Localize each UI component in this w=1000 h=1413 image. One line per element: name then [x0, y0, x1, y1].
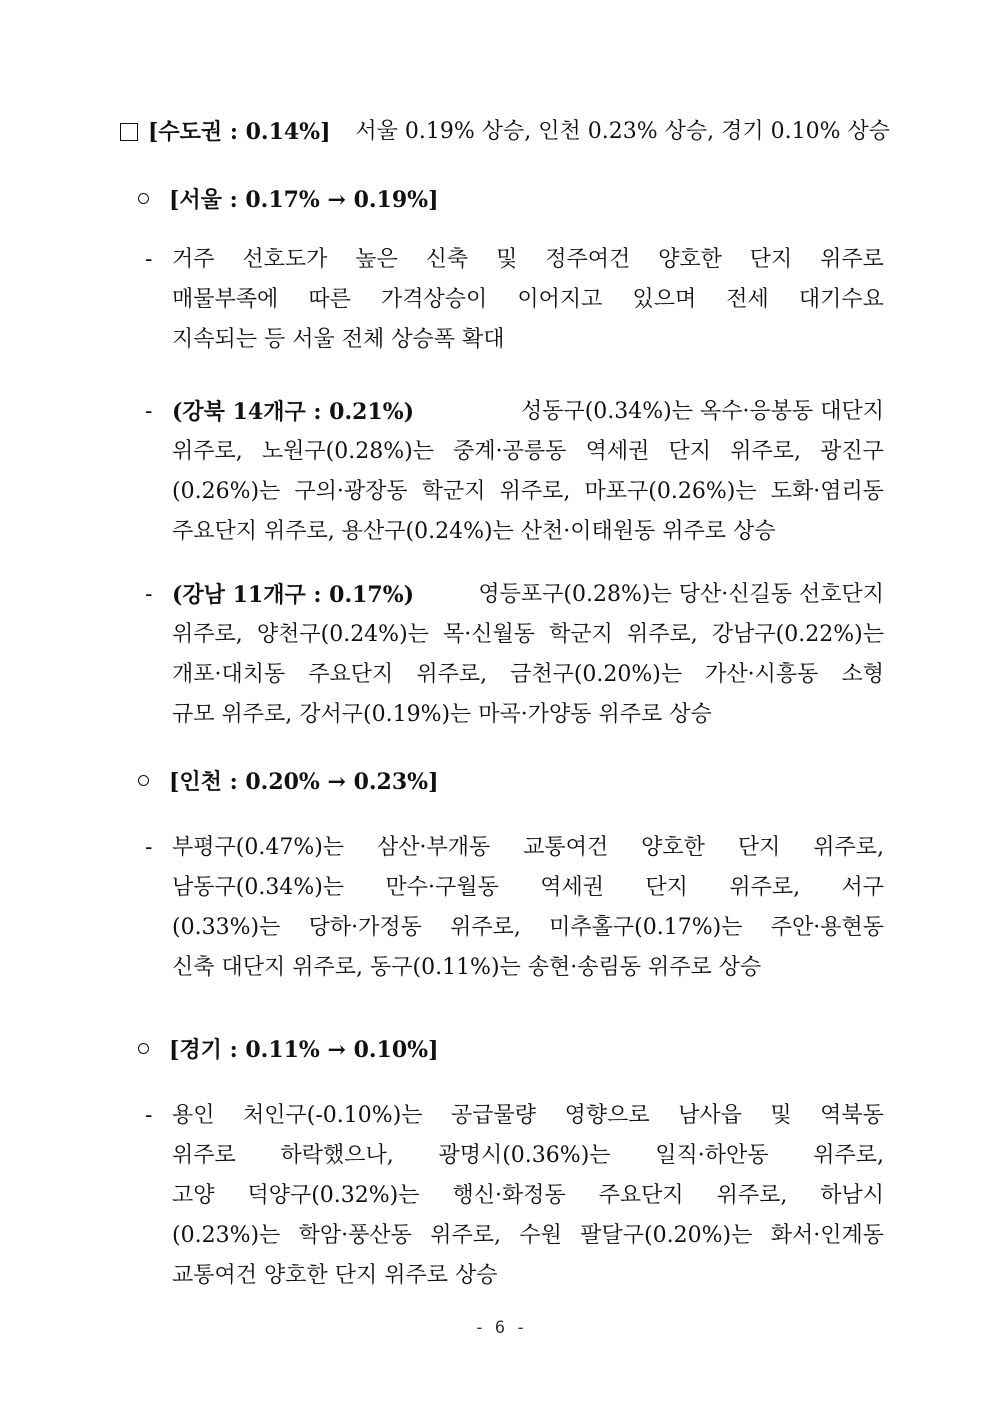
seoul-paragraph-2 — [172, 392, 884, 552]
gyeonggi-paragraph — [172, 1096, 884, 1296]
gyeonggi-heading: [경기 : 0.11% → 0.10%] — [169, 1037, 439, 1063]
dash-bullet: - — [145, 399, 153, 424]
text-line: 지속되는 등 서울 전체 상승폭 확대 — [172, 327, 505, 352]
text-line: 고양 덕양구(0.32%)는 행신·화정동 주요단지 위주로, 하남시 — [172, 1183, 884, 1208]
seoul-paragraph-3 — [172, 575, 884, 735]
bullet-circle-icon — [138, 193, 149, 204]
bullet-circle-icon — [138, 775, 149, 786]
incheon-heading: [인천 : 0.20% → 0.23%] — [169, 769, 439, 795]
text-line: 위주로, 양천구(0.24%)는 목·신월동 학군지 위주로, 강남구(0.22%)는 — [172, 622, 884, 647]
text-line: 교통여건 양호한 단지 위주로 상승 — [172, 1263, 498, 1288]
gangbuk-label: (강북 14개구 : 0.21%) — [172, 399, 415, 425]
text-line: (0.23%)는 학암·풍산동 위주로, 수원 팔달구(0.20%)는 화서·인계동 — [172, 1223, 884, 1248]
text-line: (0.33%)는 당하·가정동 위주로, 미추홀구(0.17%)는 주안·용현동 — [172, 915, 884, 940]
dash-bullet: - — [145, 1103, 153, 1128]
gangnam-label: (강남 11개구 : 0.17%) — [172, 582, 415, 608]
checkbox-square-icon — [120, 123, 138, 141]
page-number: - 6 - — [474, 1318, 526, 1338]
text-line: 성동구(0.34%)는 옥수·응봉동 대단지 — [520, 399, 884, 424]
dash-bullet: - — [145, 247, 153, 272]
dash-bullet: - — [145, 835, 153, 860]
summary-text: 서울 0.19% 상승, 인천 0.23% 상승, 경기 0.10% 상승 — [355, 119, 890, 144]
bullet-circle-icon — [138, 1043, 149, 1054]
text-line: 위주로 하락했으나, 광명시(0.36%)는 일직·하안동 위주로, — [172, 1143, 884, 1168]
summary-label: [수도권 : 0.14%] — [148, 119, 331, 145]
text-line: 부평구(0.47%)는 삼산·부개동 교통여건 양호한 단지 위주로, — [172, 835, 884, 860]
gyeonggi-heading-row — [138, 1030, 439, 1071]
text-line: 거주 선호도가 높은 신축 및 정주여건 양호한 단지 위주로 — [172, 247, 884, 272]
text-line: 남동구(0.34%)는 만수·구월동 역세권 단지 위주로, 서구 — [172, 875, 884, 900]
text-line: 주요단지 위주로, 용산구(0.24%)는 산천·이태원동 위주로 상승 — [172, 519, 776, 544]
incheon-paragraph — [172, 828, 884, 988]
dash-bullet: - — [145, 582, 153, 607]
text-line: 매물부족에 따른 가격상승이 이어지고 있으며 전세 대기수요 — [172, 287, 884, 312]
text-line: 위주로, 노원구(0.28%)는 중계·공릉동 역세권 단지 위주로, 광진구 — [172, 439, 884, 464]
incheon-heading-row — [138, 762, 439, 803]
seoul-paragraph-1 — [172, 240, 884, 360]
summary-line — [120, 112, 890, 152]
text-line: 영등포구(0.28%)는 당산·신길동 선호단지 — [478, 582, 884, 607]
text-line: 개포·대치동 주요단지 위주로, 금천구(0.20%)는 가산·시흥동 소형 — [172, 662, 884, 687]
text-line: (0.26%)는 구의·광장동 학군지 위주로, 마포구(0.26%)는 도화·염리동 — [172, 479, 884, 504]
seoul-heading: [서울 : 0.17% → 0.19%] — [169, 187, 439, 213]
seoul-heading-row — [138, 180, 439, 221]
text-line: 신축 대단지 위주로, 동구(0.11%)는 송현·송림동 위주로 상승 — [172, 955, 762, 980]
text-line: 규모 위주로, 강서구(0.19%)는 마곡·가양동 위주로 상승 — [172, 702, 712, 727]
text-line: 용인 처인구(-0.10%)는 공급물량 영향으로 남사읍 및 역북동 — [172, 1103, 884, 1128]
